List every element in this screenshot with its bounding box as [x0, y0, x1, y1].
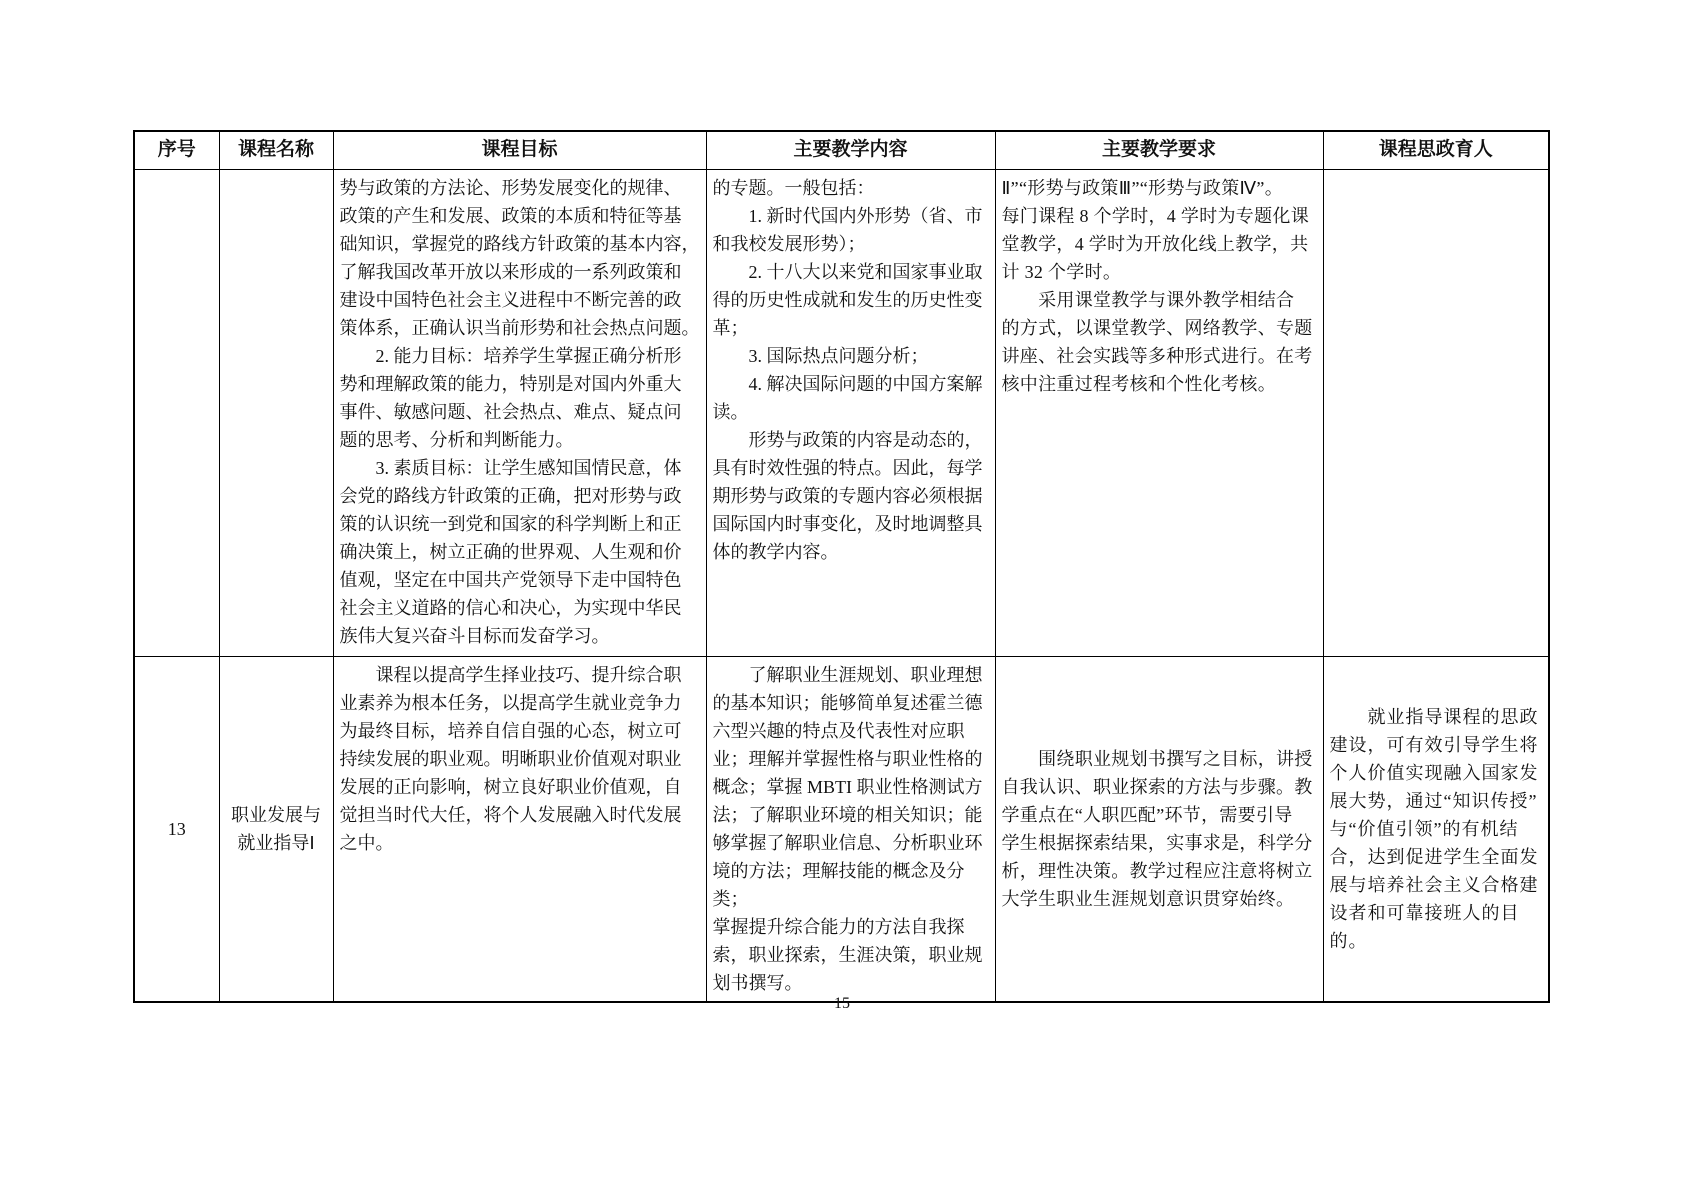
cell-objectives: 课程以提高学生择业技巧、提升综合职 业素养为根本任务，以提高学生就业竞争力 为最终目标，培养自信自强的心态，树立可 持续发展的职业观。明晰职业价值观对职业 发展的正向影响，树立良好职业价值观，自 觉担当时代大任，将个人发展融入时代发展 之中。 [333, 656, 706, 1002]
table-row-continued [134, 169, 1549, 656]
course-plan-table [133, 130, 1550, 1003]
cell-ideology: 就业指导课程的思政 建设，可有效引导学生将 个人价值实现融入国家发 展大势，通过“知识传授” 与“价值引领”的有机结 合，达到促进学生全面发 展与培养社会主义合格建 设者和可靠接班人的目 的。 [1323, 656, 1549, 1002]
cell-teaching-content: 了解职业生涯规划、职业理想 的基本知识；能够简单复述霍兰德 六型兴趣的特点及代表性对应职 业；理解并掌握性格与职业性格的 概念；掌握 MBTI 职业性格测试方 法；了解职业环境的相关知识；能 够掌握了解职业信息、分析职业环 境的方法；理解技能的概念及分类； 掌握提升综合能力的方法自我探 索，职业探索，生涯决策，职业规 划书撰写。 [706, 656, 995, 1002]
cell-course-name: 职业发展与 就业指导Ⅰ [219, 656, 333, 1002]
cell-course-name [219, 169, 333, 656]
header-requirements: 主要教学要求 [995, 131, 1323, 169]
header-ideology: 课程思政育人 [1323, 131, 1549, 169]
table-row-13 [134, 656, 1549, 1002]
cell-teaching-content: 的专题。一般包括： 1. 新时代国内外形势（省、市 和我校发展形势）； 2. 十八大以来党和国家事业取 得的历史性成就和发生的历史性变 革； 3. 国际热点问题分析； 4. 解决国际问题的中国方案解 读。 形势与政策的内容是动态的， 具有时效性强的特点。因此，每学 期形势与政策的专题内容必须根据 国际国内时事变化，及时地调整具 体的教学内容。 [706, 169, 995, 656]
cell-teaching-requirements: 围绕职业规划书撰写之目标，讲授 自我认识、职业探索的方法与步骤。教 学重点在“人职匹配”环节，需要引导 学生根据探索结果，实事求是，科学分 析，理性决策。教学过程应注意将树立 大学生职业生涯规划意识贯穿始终。 [995, 656, 1323, 1002]
cell-seq [134, 169, 219, 656]
header-course-name: 课程名称 [219, 131, 333, 169]
cell-objectives: 势与政策的方法论、形势发展变化的规律、 政策的产生和发展、政策的本质和特征等基 础知识，掌握党的路线方针政策的基本内容， 了解我国改革开放以来形成的一系列政策和 建设中国特色社会主义进程中不断完善的政 策体系，正确认识当前形势和社会热点问题。 2. 能力目标：培养学生掌握正确分析形 势和理解政策的能力，特别是对国内外重大 事件、敏感问题、社会热点、难点、疑点问 题的思考、分析和判断能力。 3. 素质目标：让学生感知国情民意，体 会党的路线方针政策的正确，把对形势与政 策的认识统一到党和国家的科学判断上和正 确决策上，树立正确的世界观、人生观和价 值观，坚定在中国共产党领导下走中国特色 社会主义道路的信心和决心，为实现中华民 族伟大复兴奋斗目标而发奋学习。 [333, 169, 706, 656]
table-header-row [134, 131, 1549, 169]
cell-ideology [1323, 169, 1549, 656]
cell-teaching-requirements: Ⅱ”“形势与政策Ⅲ”“形势与政策Ⅳ”。 每门课程 8 个学时，4 学时为专题化课 堂教学，4 学时为开放化线上教学，共 计 32 个学时。 采用课堂教学与课外教学相结合 的方式，以课堂教学、网络教学、专题 讲座、社会实践等多种形式进行。在考 核中注重过程考核和个性化考核。 [995, 169, 1323, 656]
cell-seq: 13 [134, 656, 219, 1002]
header-seq: 序号 [134, 131, 219, 169]
header-content: 主要教学内容 [706, 131, 995, 169]
page-number: 15 [834, 995, 850, 1012]
header-objectives: 课程目标 [333, 131, 706, 169]
